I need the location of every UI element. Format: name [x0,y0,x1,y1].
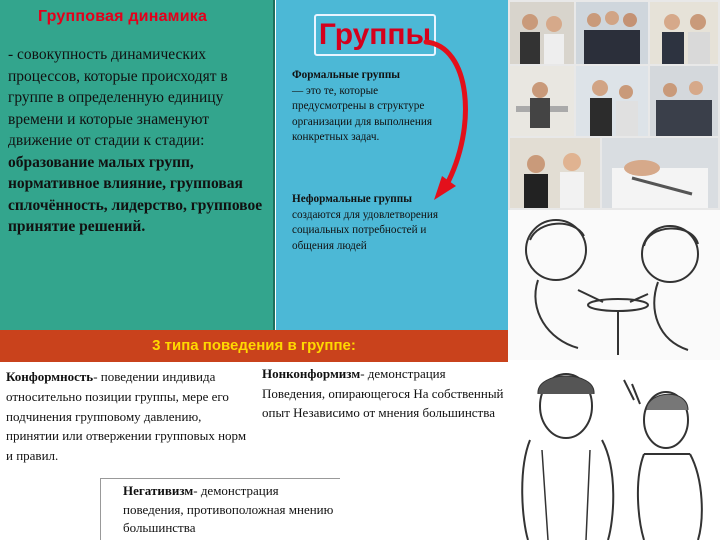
negativism-block [100,478,340,540]
informal-groups-head: Неформальные группы [292,193,412,205]
photo-meeting [576,66,648,136]
formal-groups-head: Формальные группы [292,69,401,81]
group-dynamics-text [8,44,270,238]
negativism-head: Негативизм [123,483,194,498]
people-photo-collage [508,0,720,210]
group-dynamics-processes: образование малых групп, нормативное влияние, групповая сплочённость, лидерство, групповое принятие решений. [8,153,263,235]
nonconformity-head: Нонконформизм [262,366,361,381]
conformity-block [6,367,250,466]
photo-writing [602,138,718,208]
groups-title: Группы [314,14,436,56]
photo-office [510,66,574,136]
two-people-talking-drawing [508,360,720,540]
photo-team [510,2,574,64]
conformity-text: - поведении индивида относительно позиции группы, мере его подчинения групповому давлению, принятии или отвержении групповых норм и правил. [6,369,247,464]
photo-team-work [650,66,718,136]
conformity-head: Конформность [6,369,94,384]
negativism-text: - демонстрация поведения, противоположная мнению большинства [123,483,334,535]
informal-groups-text: создаются для удовлетворения социальных потребностей и общения людей [292,208,439,252]
nonconformity-block [262,364,506,423]
photo-colleagues [650,2,718,64]
group-dynamics-definition: - совокупность динамических процессов, которые происходят в группе в определенную единицу времени и которые знаменуют движение от стадии к стадии: [8,46,228,149]
formal-groups-text: — это те, которые предусмотрены в структуре организации для выполнения конкретных задач. [292,84,432,144]
behavior-banner-title: 3 типа поведения в группе: [152,337,356,354]
formal-groups-block [292,68,442,146]
group-dynamics-title: Групповая динамика [38,8,208,25]
informal-groups-block [292,192,442,254]
nonconformity-text: - демонстрация Поведения, опирающегося На собственный опыт Независимо от мнения большинства [262,366,504,421]
photo-business-group [576,2,648,64]
photo-discussion [510,138,600,208]
people-at-table-drawing [508,210,720,360]
